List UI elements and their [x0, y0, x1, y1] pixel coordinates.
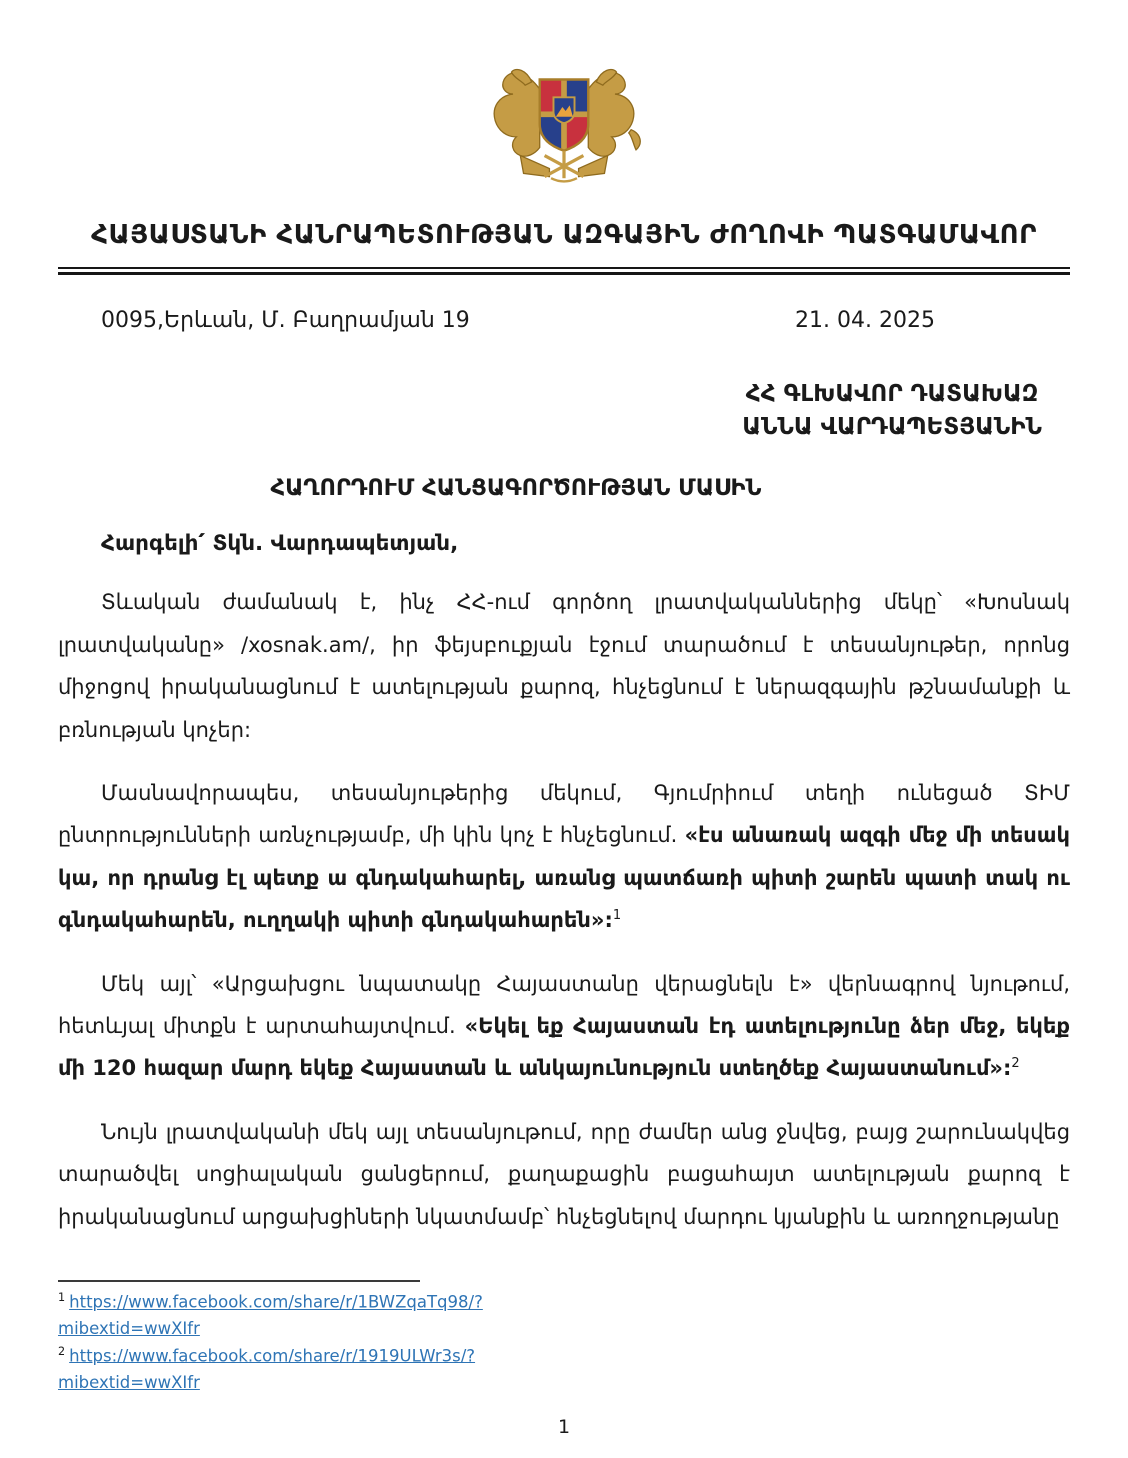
- subject-line: ՀԱՂՈՐԴՈՒՄ ՀԱՆՑԱԳՈՐԾՈՒԹՅԱՆ ՄԱՍԻՆ: [270, 475, 762, 502]
- letterhead-title: ՀԱՅԱՍՏԱՆԻ ՀԱՆՐԱՊԵՏՈՒԹՅԱՆ ԱԶԳԱՅԻՆ ԺՈՂՈՎԻ ՊԱՏԳԱՄԱՎՈՐ: [91, 220, 1037, 250]
- body-paragraphs: [58, 560, 1070, 1238]
- page-number: 1: [557, 1416, 571, 1438]
- footnote-reference: 2: [1011, 1056, 1020, 1072]
- footnote-link[interactable]: https://www.facebook.com/share/r/1BWZqaTq98/?mibextid=wwXIfr: [58, 1292, 483, 1339]
- body-paragraph: [58, 772, 1070, 942]
- salutation: Հարգելի՛ Տկն. Վարդապետյան,: [101, 531, 459, 557]
- footnote-number: 1: [58, 1291, 66, 1305]
- ararat-escutcheon: [553, 97, 574, 123]
- footnote-link[interactable]: https://www.facebook.com/share/r/1919ULWr3s/?mibextid=wwXIfr: [58, 1346, 476, 1392]
- paragraph-text: Մասնավորապես, տեսանյութերից մեկում, Գյումրիում տեղի ունեցած ՏԻՄ ընտրությունների առնչությամբ, մի կին կոչ է հնչեցնում.: [58, 780, 1070, 848]
- paragraph-text: Մեկ այլ՝ «Արցախցու նպատակը Հայաստանը վերացնելն է» վերնագրով նյութում, հետևյալ միտքն է արտահայտվում.: [58, 971, 1070, 1038]
- recipient-title: ՀՀ ԳԼԽԱՎՈՐ ԴԱՏԱԽԱԶ: [745, 381, 1039, 407]
- paragraph-text: «էս անառակ ազգի մեջ մի տեսակ կա, որ դրանց էլ պետք ա գնդակահարել, առանց պատճառի պիտի շարեն պատի տակ ու գնդակահարեն, ուղղակի պիտի գնդակահարեն»:: [58, 823, 1071, 933]
- paragraph-text: «Եկել եք Հայաստան էդ ատելությունը ձեր մեջ, եկեք մի 120 հազար մարդ եկեք Հայաստան և անկայունություն ստեղծեք Հայաստանում»:: [58, 1013, 1070, 1081]
- paragraph-text: Նույն լրատվականի մեկ այլ տեսանյութում, որը ժամեր անց ջնվեց, բայց շարունակվեց տարածվել սոցիալական ցանցերում, քաղաքացին բացահայտ ատելության քարոզ է իրականացնում արցախցիների նկատմամբ՝ հնչեցնելով մարդու կյանքին և առողջությանը: [58, 1119, 1070, 1229]
- body-paragraph: [58, 963, 1070, 1090]
- footnote-reference: 1: [612, 908, 622, 924]
- letter-date: 21. 04. 2025: [795, 308, 935, 333]
- letterhead-emblem: [58, 48, 1070, 200]
- letterhead-rule: [58, 267, 1070, 275]
- armenia-coat-of-arms-icon: [475, 48, 653, 200]
- flex-spacer: [58, 1238, 1070, 1280]
- footnote-number: 2: [58, 1344, 66, 1358]
- sender-address: 0095,Երևան, Մ. Բաղրամյան 19: [101, 308, 470, 333]
- footnotes-block: [58, 1280, 483, 1396]
- recipient-block: [742, 378, 1042, 443]
- body-paragraph: [58, 581, 1070, 751]
- address-row: [58, 308, 1070, 338]
- paragraph-text: Տևական ժամանակ է, ինչ ՀՀ-ում գործող լրատվականներից մեկը՝ «Խոսնակ լրատվականը» /xosnak.am/, իր ֆեյսբուքյան էջում տարածում է տեսանյութեր, որոնց միջոցով իրականացնում է ատելության քարոզ, հնչեցնում է ներազգային թշնամանքի և բռնության կոչեր:: [58, 590, 1070, 742]
- recipient-name: ԱՆՆԱ ՎԱՐԴԱՊԵՏՅԱՆԻՆ: [742, 413, 1042, 440]
- body-paragraph: [58, 1111, 1070, 1238]
- footnote-item: [58, 1343, 476, 1396]
- base-ornaments: [545, 151, 584, 182]
- footnote-item: [58, 1289, 483, 1342]
